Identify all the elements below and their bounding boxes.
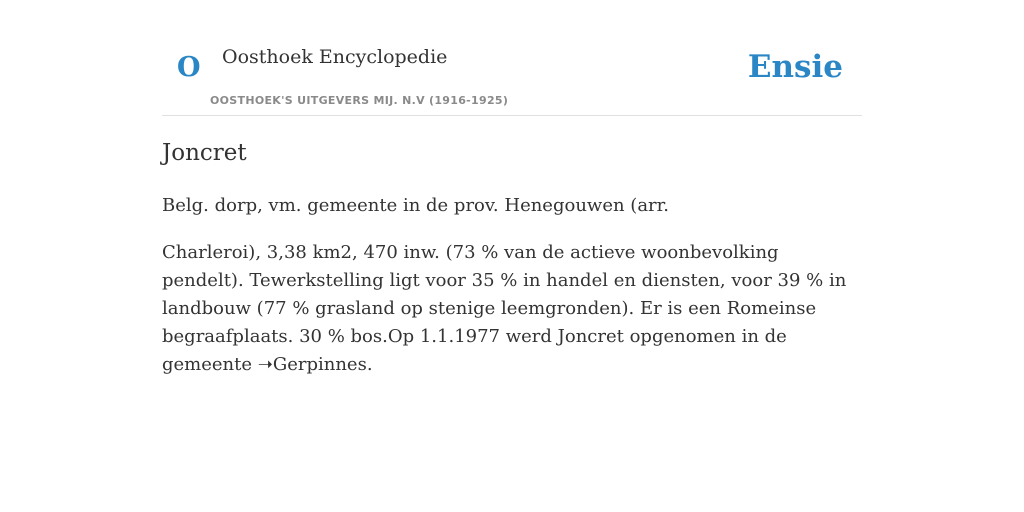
paragraph-2-end: .: [366, 354, 373, 375]
article-paragraph-2: [162, 239, 862, 379]
publisher-label: OOSTHOEK'S UITGEVERS MIJ. N.V (1916-1925): [210, 94, 509, 107]
page: [162, 0, 862, 375]
gerpinnes-link[interactable]: ➝Gerpinnes: [257, 354, 367, 375]
paragraph-2-text: Charleroi), 3,38 km2, 470 inw. (73 % van de actieve woonbevolking pendelt). Tewerkstelling ligt voor 35 % in handel en diensten, voor 39 % in landbouw (77 % grasland op stenige leemgronden). Er is een Romeinse begraafplaats. 30 % bos.Op 1.1.1977 werd Joncret opgenomen in de gemeente: [162, 242, 847, 375]
article-paragraph-1: Belg. dorp, vm. gemeente in de prov. Henegouwen (arr.: [162, 195, 669, 216]
brand-logo[interactable]: Ensie: [747, 49, 843, 85]
article-title: Joncret: [162, 140, 247, 166]
logo-icon[interactable]: O: [177, 52, 201, 83]
site-header: [162, 0, 862, 116]
site-title[interactable]: Oosthoek Encyclopedie: [222, 46, 448, 68]
